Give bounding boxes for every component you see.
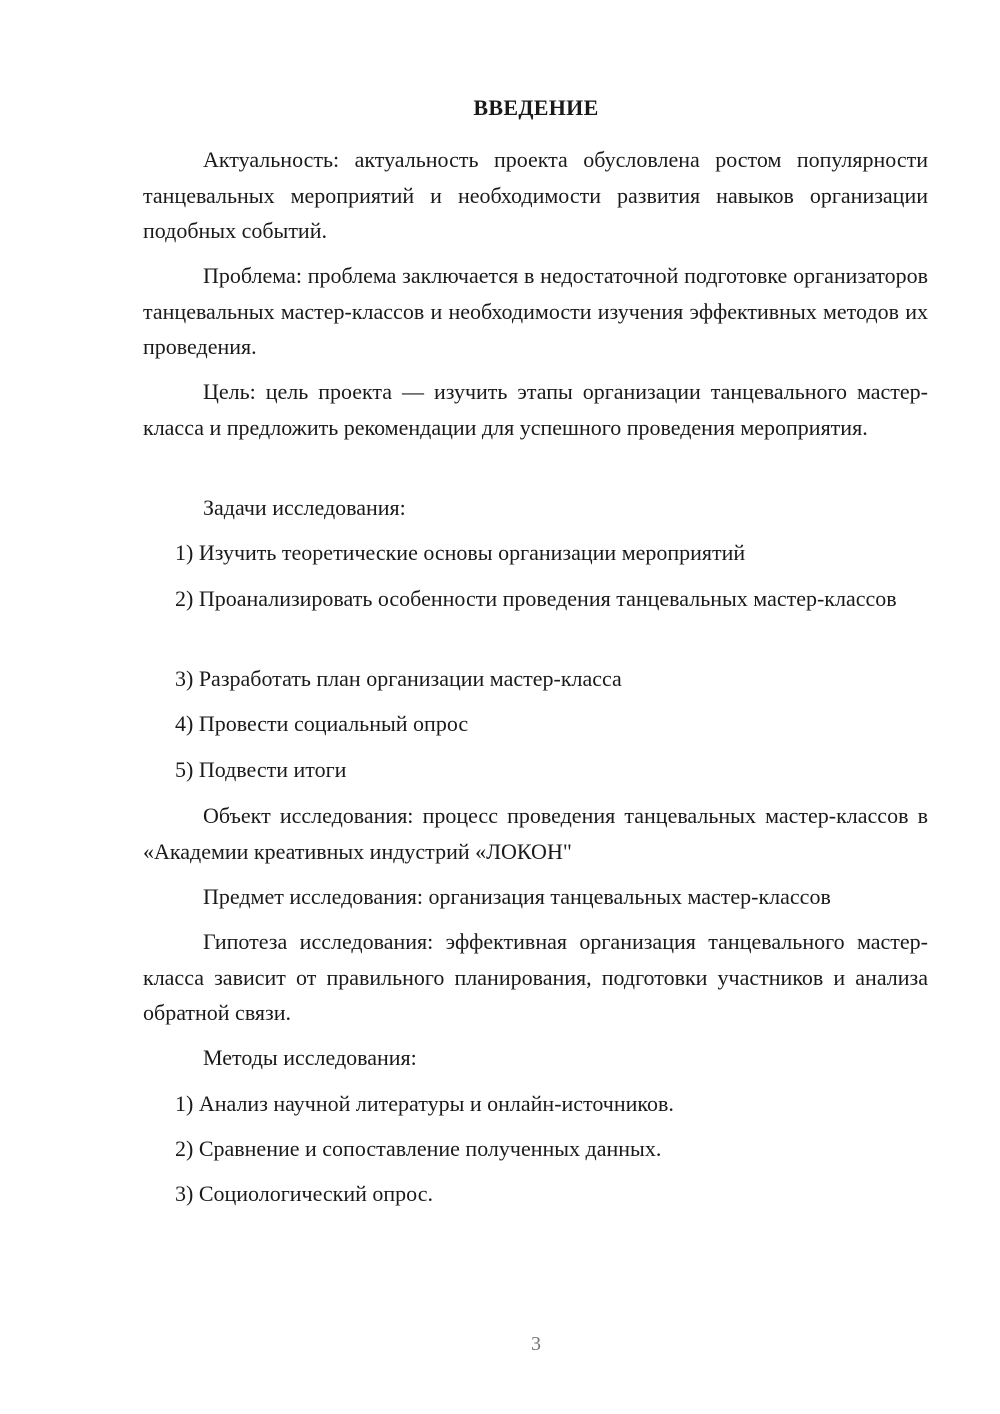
goal-paragraph: Цель: цель проекта — изучить этапы организации танцевального мастер-класса и предложить рекомендации для успешного проведения мероприятия. [143, 379, 928, 440]
subject-paragraph: Предмет исследования: организация танцевальных мастер-классов [203, 884, 831, 909]
hypothesis-paragraph: Гипотеза исследования: эффективная организация танцевального мастер-класса зависит от правильного планирования, подготовки участников и анализа обратной связи. [143, 929, 928, 1025]
problem-paragraph: Проблема: проблема заключается в недостаточной подготовке организаторов танцевальных мастер-классов и необходимости изучения эффективных методов их проведения. [143, 263, 928, 359]
task-item-3: 3) Разработать план организации мастер-класса [175, 666, 622, 691]
section-heading: ВВЕДЕНИЕ [473, 95, 599, 120]
tasks-title: Задачи исследования: [203, 495, 406, 520]
relevance-paragraph: Актуальность: актуальность проекта обусловлена ростом популярности танцевальных мероприятий и необходимости развития навыков организации подобных событий. [143, 147, 928, 243]
method-item-3: 3) Социологический опрос. [175, 1181, 433, 1206]
methods-title: Методы исследования: [203, 1045, 417, 1070]
page-number: 3 [531, 1333, 541, 1355]
method-item-1: 1) Анализ научной литературы и онлайн-источников. [175, 1091, 674, 1116]
method-item-2: 2) Сравнение и сопоставление полученных данных. [175, 1136, 662, 1161]
task-item-2: 2) Проанализировать особенности проведения танцевальных мастер-классов [175, 586, 897, 611]
object-paragraph: Объект исследования: процесс проведения танцевальных мастер-классов в «Академии креативных индустрий «ЛОКОН" [143, 803, 928, 864]
task-item-4: 4) Провести социальный опрос [175, 711, 469, 736]
task-item-5: 5) Подвести итоги [175, 757, 347, 782]
task-item-1: 1) Изучить теоретические основы организации мероприятий [175, 540, 746, 565]
